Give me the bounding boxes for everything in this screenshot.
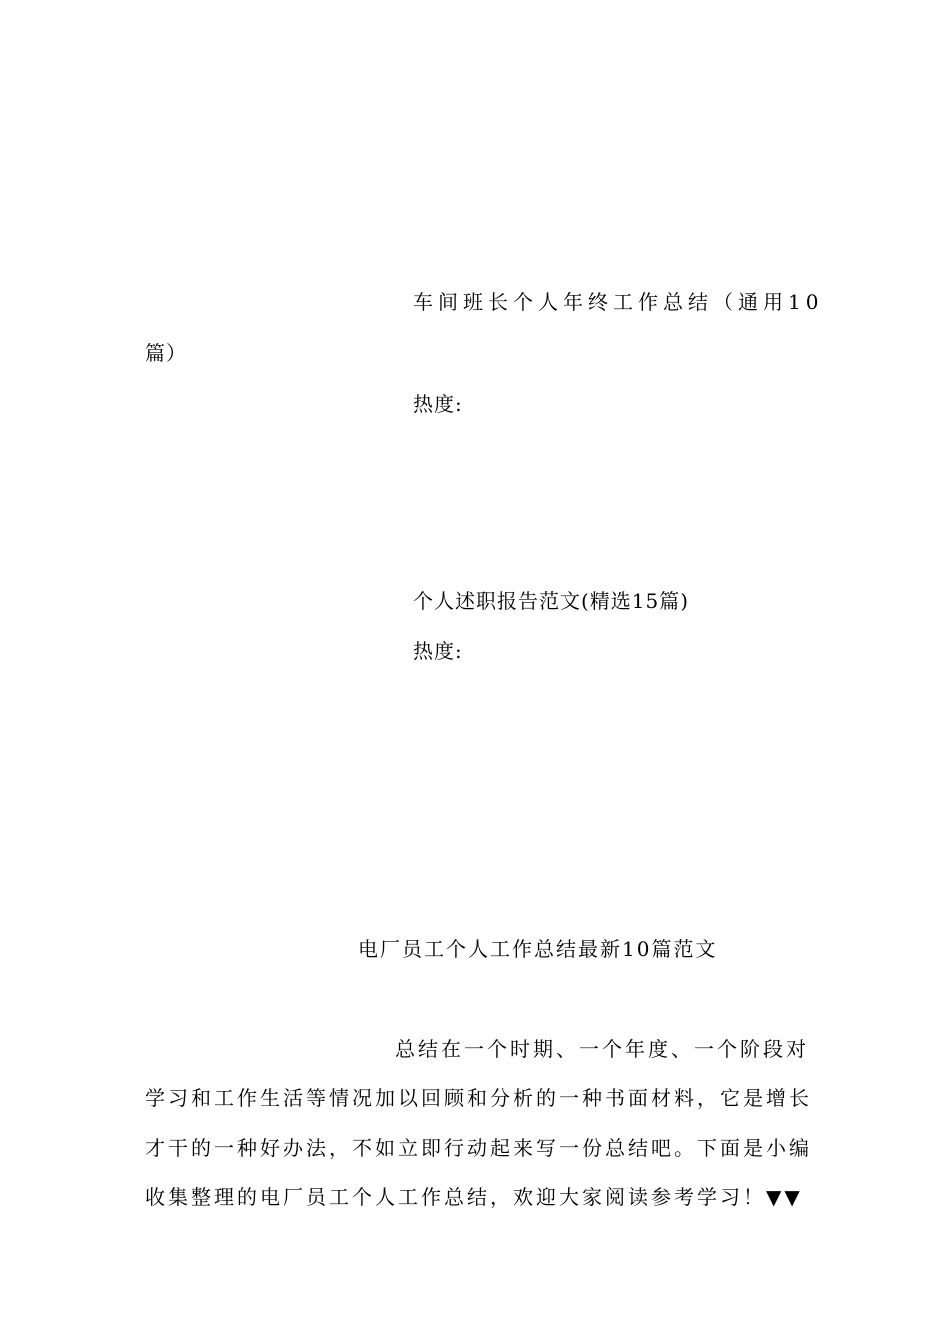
entry-2-title[interactable]: 个人述职报告范文(精选15篇) [413,589,690,613]
entry-1-title-line1[interactable]: 车间班长个人年终工作总结（通用10 [413,290,824,314]
entry-1-heat-label: 热度: [413,392,463,416]
article-intro-line-4: 收集整理的电厂员工个人工作总结，欢迎大家阅读参考学习！▼▼ [145,1185,803,1209]
article-intro-line-2: 学习和工作生活等情况加以回顾和分析的一种书面材料，它是增长 [145,1086,812,1110]
article-intro-line-1: 总结在一个时期、一个年度、一个阶段对 [395,1037,809,1061]
article-intro-line-3: 才干的一种好办法，不如立即行动起来写一份总结吧。下面是小编 [145,1136,812,1160]
entry-1-title-line2[interactable]: 篇） [145,341,187,365]
article-title: 电厂员工个人工作总结最新10篇范文 [358,937,718,961]
entry-2-heat-label: 热度: [413,639,463,663]
